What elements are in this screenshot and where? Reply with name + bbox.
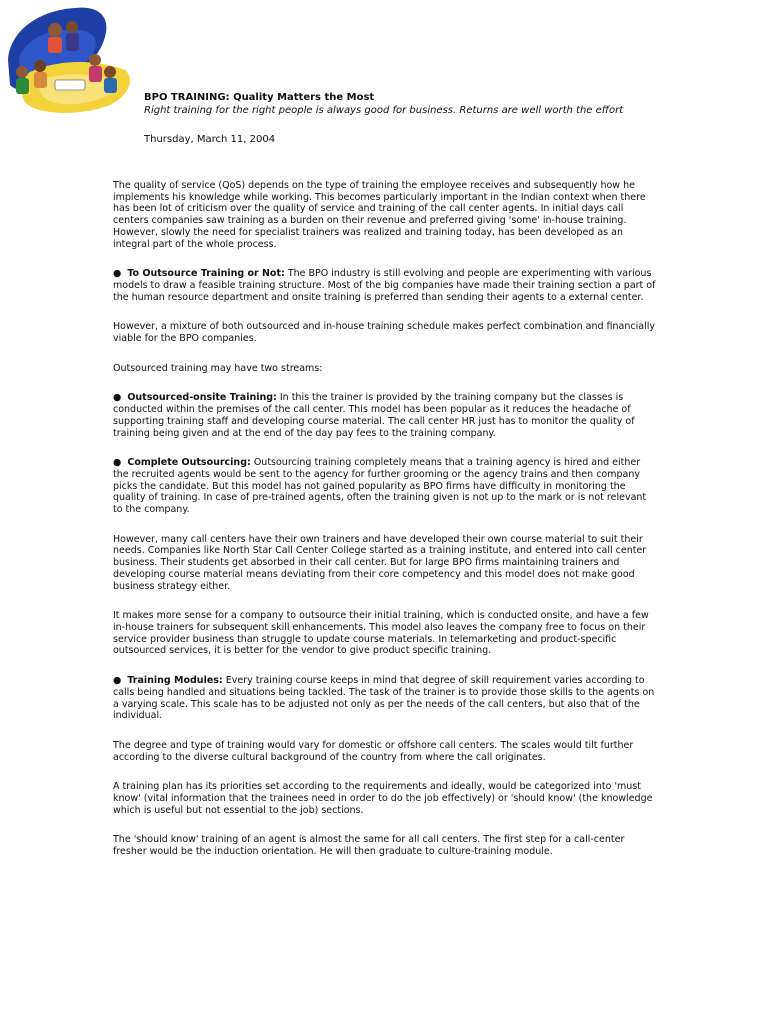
bullet-text: Outsourcing training completely means that a training agency is hired and either the recruited agents would be sent to the agency for further grooming or the agency trains and then company picks the candidate. But this model has not gained popularity as BPO firms have difficulty in monitoring the quality of training. In case of pre-trained agents, often the training given is not up to the mark or is not relevant to the company.: [113, 457, 647, 516]
bullet-heading: Training Modules:: [127, 675, 223, 687]
article-subtitle: Right training for the right people is always good for business. Returns are well worth the effort: [144, 105, 624, 116]
paragraph: The degree and type of training would vary for domestic or offshore call centers. The scales would tilt further according to the diverse cultural background of the country from where the call originates.: [113, 739, 634, 763]
article-body: [113, 180, 658, 876]
bullet-heading: To Outsource Training or Not:: [127, 268, 285, 280]
paragraph: It makes more sense for a company to outsource their initial training, which is conducted onsite, and have a few in-house trainers for subsequent skill enhancements. This model also leaves the company free to focus on their service provider business than struggle to update course materials. In telemarketing and product-specific outsourced services, it is better for the vendor to give product specific training.: [113, 610, 649, 657]
bullet-icon: ●: [113, 268, 122, 280]
paragraph: A training plan has its priorities set according to the requirements and ideally, would be categorized into 'must know' (vital information that the trainees need in order to do the job effectively) or 'should know' (the knowledge which is useful but not essential to the job) sections.: [113, 781, 653, 816]
bullet-text: The BPO industry is still evolving and people are experimenting with various models to draw a feasible training structure. Most of the big companies have made their training section a part of the human resource department and onsite training is preferred than sending their agents to a external center.: [113, 268, 656, 303]
article-date: Thursday, March 11, 2004: [144, 134, 276, 145]
bullet-heading: Outsourced-onsite Training:: [127, 392, 277, 404]
paragraph: Outsourced training may have two streams:: [113, 362, 323, 374]
article-header: [144, 91, 744, 117]
bullet-icon: ●: [113, 675, 122, 687]
paragraph: However, a mixture of both outsourced and in-house training schedule makes perfect combination and financially viable for the BPO companies.: [113, 321, 655, 345]
bullet-heading: Complete Outsourcing:: [127, 457, 251, 469]
bullet-text: In this the trainer is provided by the training company but the classes is conducted within the premises of the call center. This model has been popular as it reduces the headache of supporting training staff and developing course material. The call center HR just has to monitor the quality of training being given and at the end of the day pay fees to the training company.: [113, 392, 635, 439]
call-center-team-illustration-icon: [0, 0, 140, 122]
bullet-paragraph: [113, 268, 658, 303]
bullet-paragraph: [113, 457, 658, 516]
paragraph: However, many call centers have their own trainers and have developed their own course material to suit their needs. Companies like North Star Call Center College started as a training institute, and entered into call center business. Their students get absorbed in their call center. But for large BPO firms maintaining trainers and developing course material means deviating from their core competency and this model does not make good business strategy either.: [113, 533, 647, 592]
bullet-icon: ●: [113, 392, 122, 404]
article-title: BPO TRAINING: Quality Matters the Most: [144, 92, 375, 103]
bullet-icon: ●: [113, 457, 122, 469]
paragraph: The 'should know' training of an agent is almost the same for all call centers. The first step for a call-center fresher would be the induction orientation. He will then graduate to culture-training module.: [113, 834, 625, 858]
bullet-paragraph: [113, 675, 658, 722]
paragraph: The quality of service (QoS) depends on the type of training the employee receives and subsequently how he implements his knowledge while working. This becomes particularly important in the Indian context when there has been lot of criticism over the quality of service and training of the call center agents. In initial days call centers companies saw training as a burden on their revenue and preferred giving 'some' in-house training. However, slowly the need for specialist trainers was realized and training today, has been developed as an integral part of the whole process.: [113, 180, 646, 250]
bullet-text: Every training course keeps in mind that degree of skill requirement varies according to calls being handled and situations being tackled. The task of the trainer is to provide those skills to the agents on a varying scale. This scale has to be adjusted not only as per the needs of the call centers, but also that of the individual.: [113, 675, 655, 722]
bullet-paragraph: [113, 392, 658, 439]
